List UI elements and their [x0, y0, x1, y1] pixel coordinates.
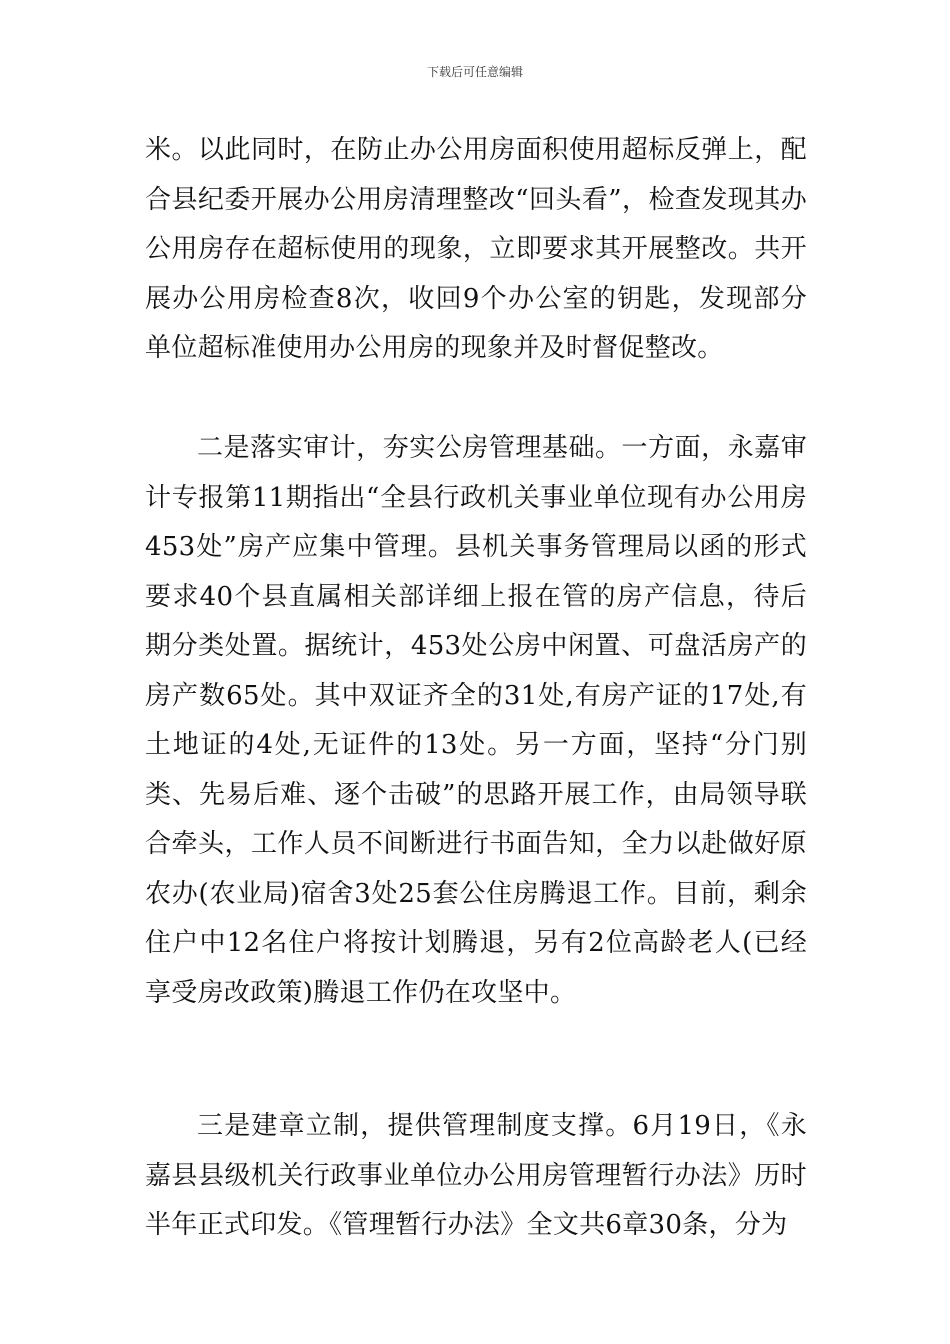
- paragraph-3: 三是建章立制，提供管理制度支撑。6月19日，《永嘉县县级机关行政事业单位办公用房管理暂行办法》历时半年正式印发。《管理暂行办法》全文共6章30条，分为: [145, 1111, 807, 1240]
- paragraph-1: 米。以此同时，在防止办公用房面积使用超标反弹上，配合县纪委开展办公用房清理整改“回头看”，检查发现其办公用房存在超标使用的现象，立即要求其开展整改。共开展办公用房检查8次，收回9个办公室的钥匙，发现部分单位超标准使用办公用房的现象并及时督促整改。: [145, 135, 807, 363]
- paragraph-2: 二是落实审计，夯实公房管理基础。一方面，永嘉审计专报第11期指出“全县行政机关事业单位现有办公用房453处”房产应集中管理。县机关事务管理局以函的形式要求40个县直属相关部详细上报在管的房产信息，待后期分类处置。据统计，453处公房中闲置、可盘活房产的房产数65处。其中双证齐全的31处,有房产证的17处,有土地证的4处,无证件的13处。另一方面，坚持“分门别类、先易后难、逐个击破”的思路开展工作，由局领导联合牵头，工作人员不间断进行书面告知，全力以赴做好原农办(农业局)宿舍3处25套公住房腾退工作。目前，剩余住户中12名住户将按计划腾退，另有2位高龄老人(已经享受房改政策)腾退工作仍在攻坚中。: [145, 433, 807, 1008]
- page-header: 下载后可任意编辑: [426, 65, 523, 79]
